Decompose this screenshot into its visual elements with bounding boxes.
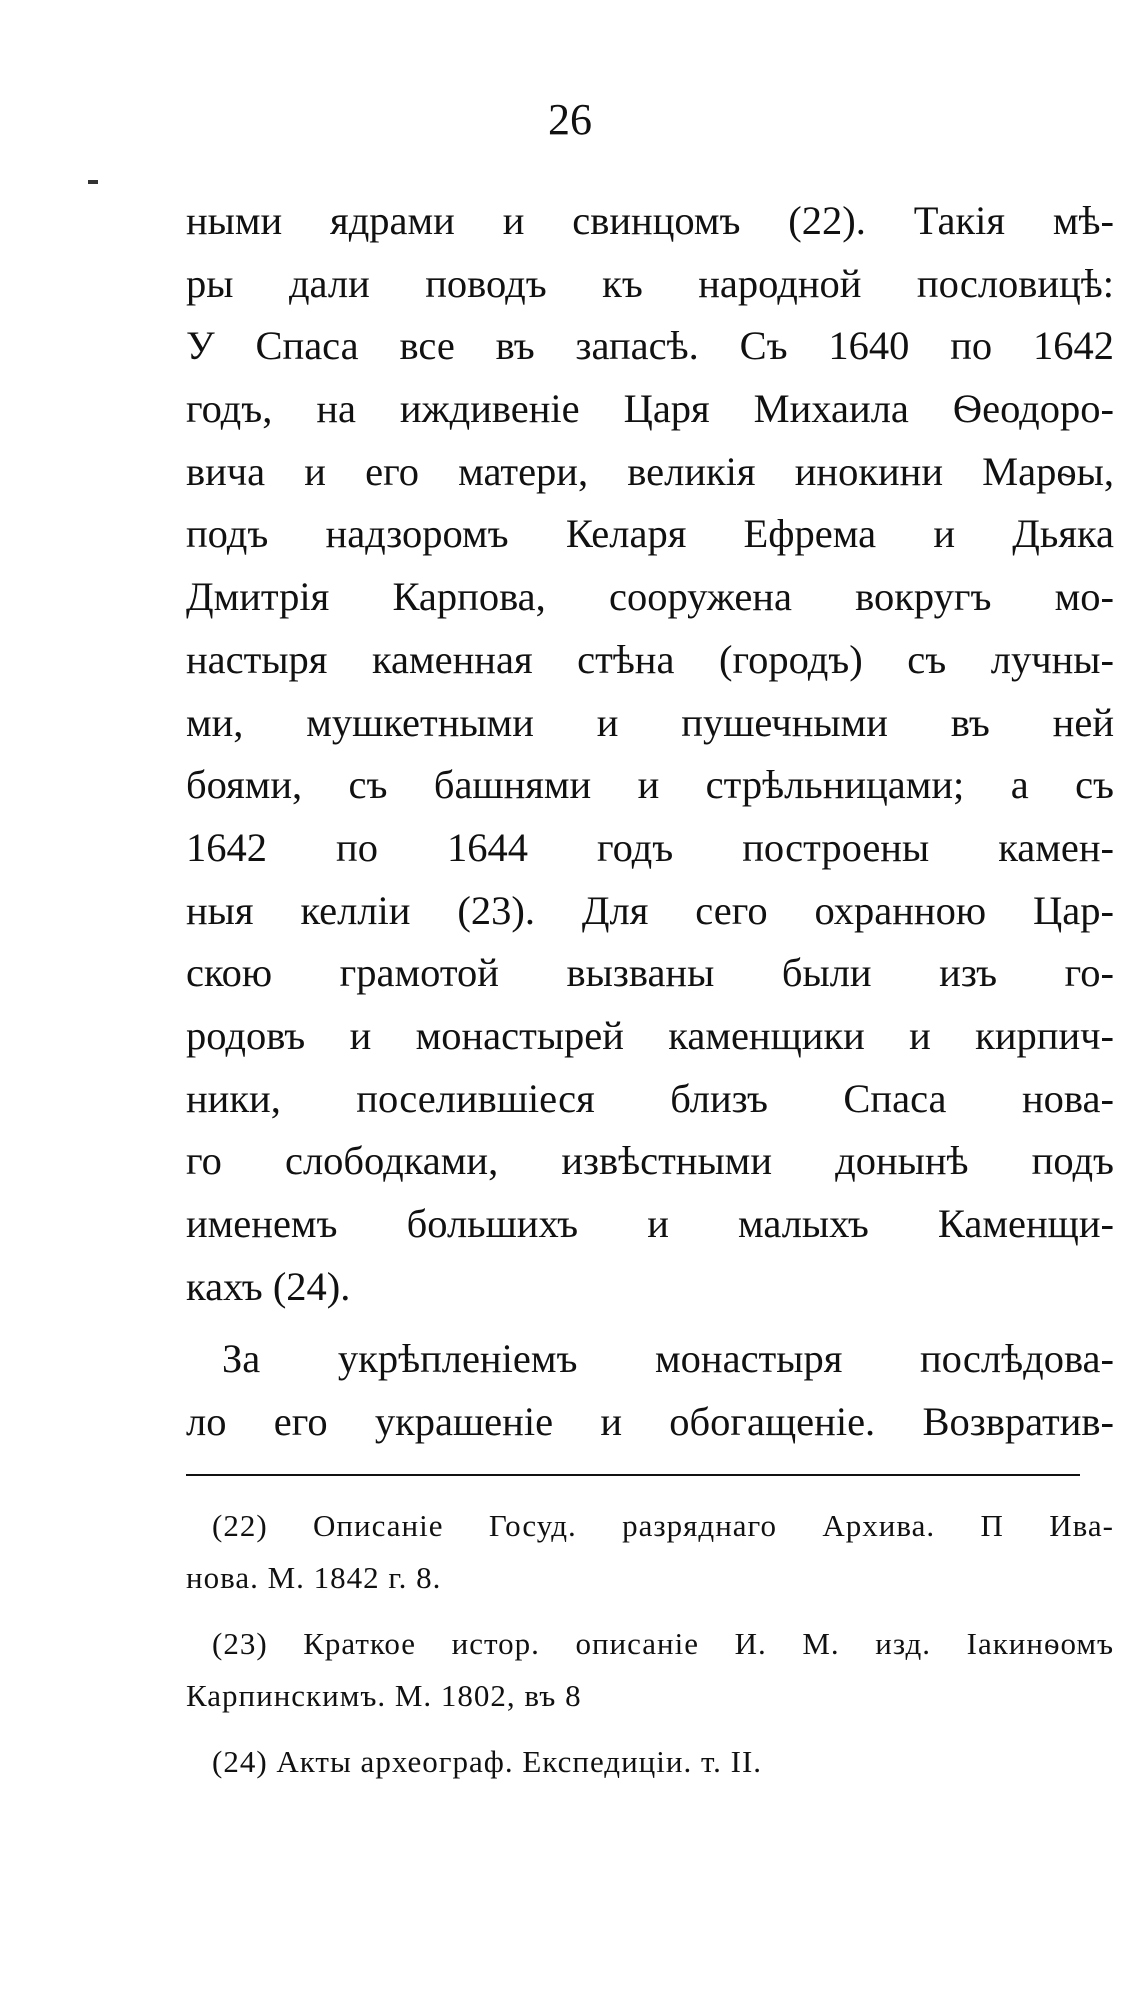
text-line-17: именемъ большихъ и малыхъ Каменщи- — [186, 1201, 1114, 1246]
footnote-line: (24) Акты археограф. Експедиціи. т. II. — [212, 1744, 763, 1779]
text-line-9: ми, мушкетными и пушечными въ ней — [186, 699, 1114, 745]
text-line-13: скою грамотой вызваны были изъ го- — [186, 950, 1114, 996]
footnote-22 — [186, 1500, 1114, 1604]
margin-ink-mark — [88, 180, 98, 184]
footnote-23 — [186, 1618, 1114, 1722]
main-text — [186, 190, 1114, 1454]
text-line-20: ло его украшеніе и обогащеніе. Возвратив- — [186, 1399, 1114, 1445]
text-line-1: ными ядрами и свинцомъ (22). Такія мѣ- — [186, 198, 1114, 243]
text-line-19: За укрѣпленіемъ монастыря послѣдова- — [222, 1336, 1114, 1382]
footnote-24 — [186, 1736, 1114, 1788]
text-line-10: боями, съ башнями и стрѣльницами; а съ — [186, 762, 1114, 808]
footnote-line: (22) Описаніе Госуд. разряднаго Архива. П Ива- — [212, 1508, 1114, 1543]
footnotes — [186, 1500, 1114, 1788]
text-line-6: подъ надзоромъ Келаря Ефрема и Дьяка — [186, 511, 1114, 557]
footnote-separator-rule — [186, 1474, 1080, 1476]
text-line-14: родовъ и монастырей каменщики и кирпич- — [186, 1012, 1114, 1058]
text-line-11: 1642 по 1644 годъ построены камен- — [186, 824, 1114, 870]
text-line-16: го слободками, извѣстными донынѣ подъ — [186, 1138, 1114, 1184]
footnote-line: нова. М. 1842 г. 8. — [186, 1560, 442, 1595]
footnote-line: Карпинскимъ. М. 1802, въ 8 — [186, 1678, 582, 1713]
text-line-12: ныя келліи (23). Для сего охранною Цар- — [186, 887, 1114, 933]
text-line-4: годъ, на иждивеніе Царя Михаила Ѳеодоро- — [186, 386, 1114, 432]
text-line-7: Дмитрія Карпова, сооружена вокругъ мо- — [186, 574, 1114, 620]
text-line-18: кахъ (24). — [186, 1263, 351, 1309]
text-line-2: ры дали поводъ къ народной пословицѣ: — [186, 260, 1114, 306]
text-line-15: ники, поселившіеся близъ Спаса нова- — [186, 1075, 1114, 1121]
footnote-line: (23) Краткое истор. описаніе И. М. изд. Іакинѳомъ — [212, 1626, 1114, 1661]
text-line-3: У Спаса все въ запасѣ. Съ 1640 по 1642 — [186, 323, 1114, 369]
page-number: 26 — [548, 95, 592, 144]
text-line-8: настыря каменная стѣна (городъ) съ лучны- — [186, 636, 1114, 682]
text-line-5: вича и его матери, великія инокини Марѳы, — [186, 448, 1114, 494]
